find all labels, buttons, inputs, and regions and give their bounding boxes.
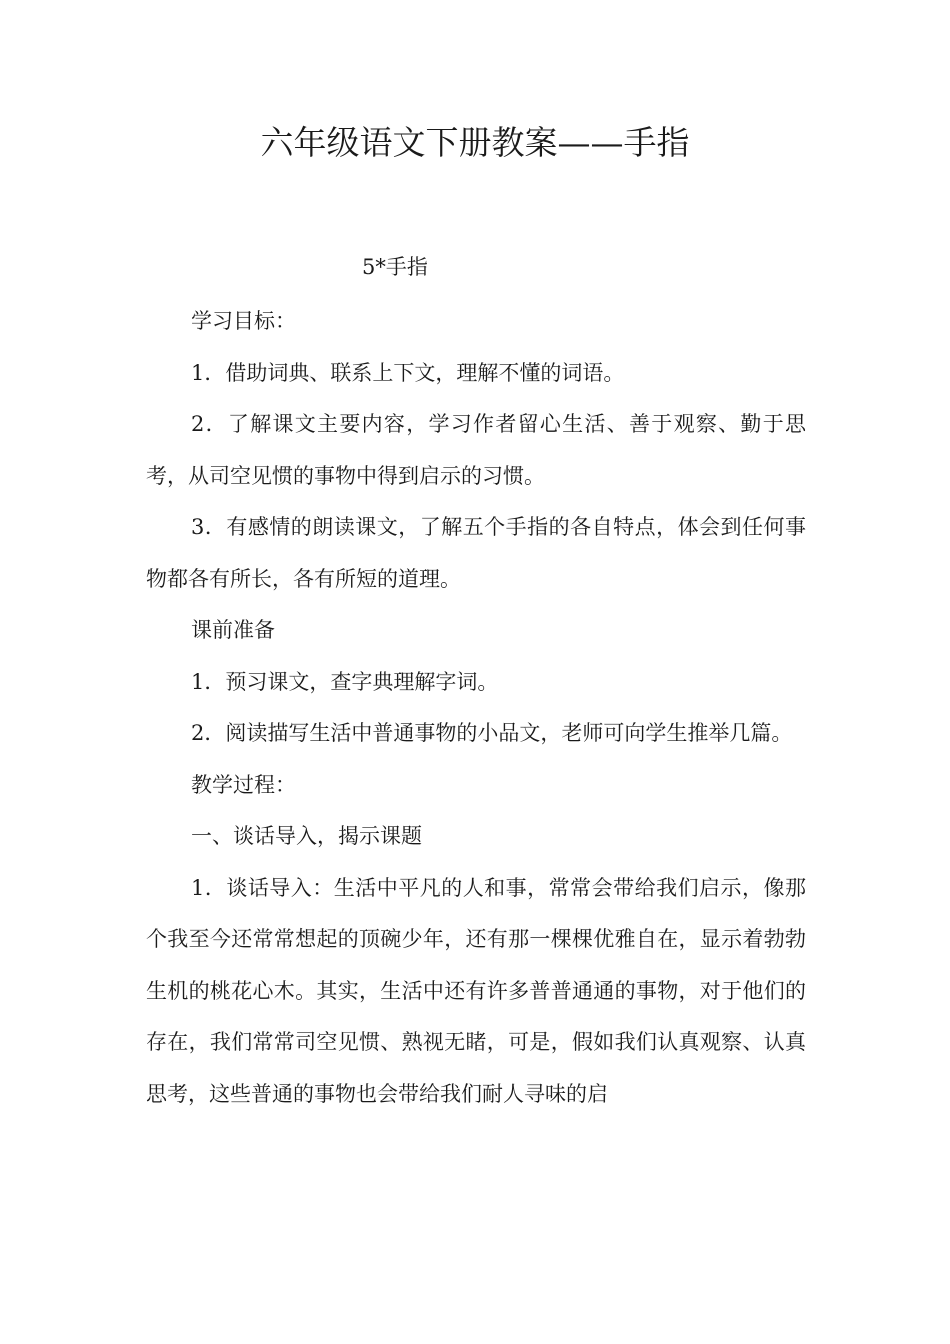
paragraph-preparation-label: 课前准备 (191, 618, 275, 642)
paragraph-goal-1: 1．借助词典、联系上下文，理解不懂的词语。 (191, 360, 625, 385)
paragraph-process-label: 教学过程： (191, 772, 296, 797)
paragraph-goal-2: 2．了解课文主要内容，学习作者留心生活、善于观察、勤于思考，从司空见惯的事物中得到启示的习惯。 (146, 412, 806, 488)
paragraph-preparation-1: 1．预习课文，查字典理解字词。 (191, 669, 499, 694)
paragraph-preparation-2: 2．阅读描写生活中普通事物的小品文，老师可向学生推举几篇。 (191, 721, 793, 745)
lesson-heading: 5*手指 (362, 255, 428, 279)
paragraph-intro-talk: 1．谈话导入：生活中平凡的人和事，常常会带给我们启示，像那个我至今还常常想起的顶碗少年，还有那一棵棵优雅自在，显示着勃勃生机的桃花心木。其实，生活中还有许多普普通通的事物，对于他们的存在，我们常常司空见惯、熟视无睹，可是，假如我们认真观察、认真思考，这些普通的事物也会带给我们耐人寻味的启 (146, 875, 806, 1106)
paragraph-section-1-heading: 一、谈话导入，揭示课题 (191, 824, 422, 848)
paragraph-learning-goals-label: 学习目标： (191, 309, 296, 333)
document-body (146, 296, 806, 1120)
paragraph-goal-3: 3．有感情的朗读课文，了解五个手指的各自特点，体会到任何事物都各有所长，各有所短的道理。 (146, 515, 806, 591)
document-title: 六年级语文下册教案——手指 (260, 123, 690, 162)
